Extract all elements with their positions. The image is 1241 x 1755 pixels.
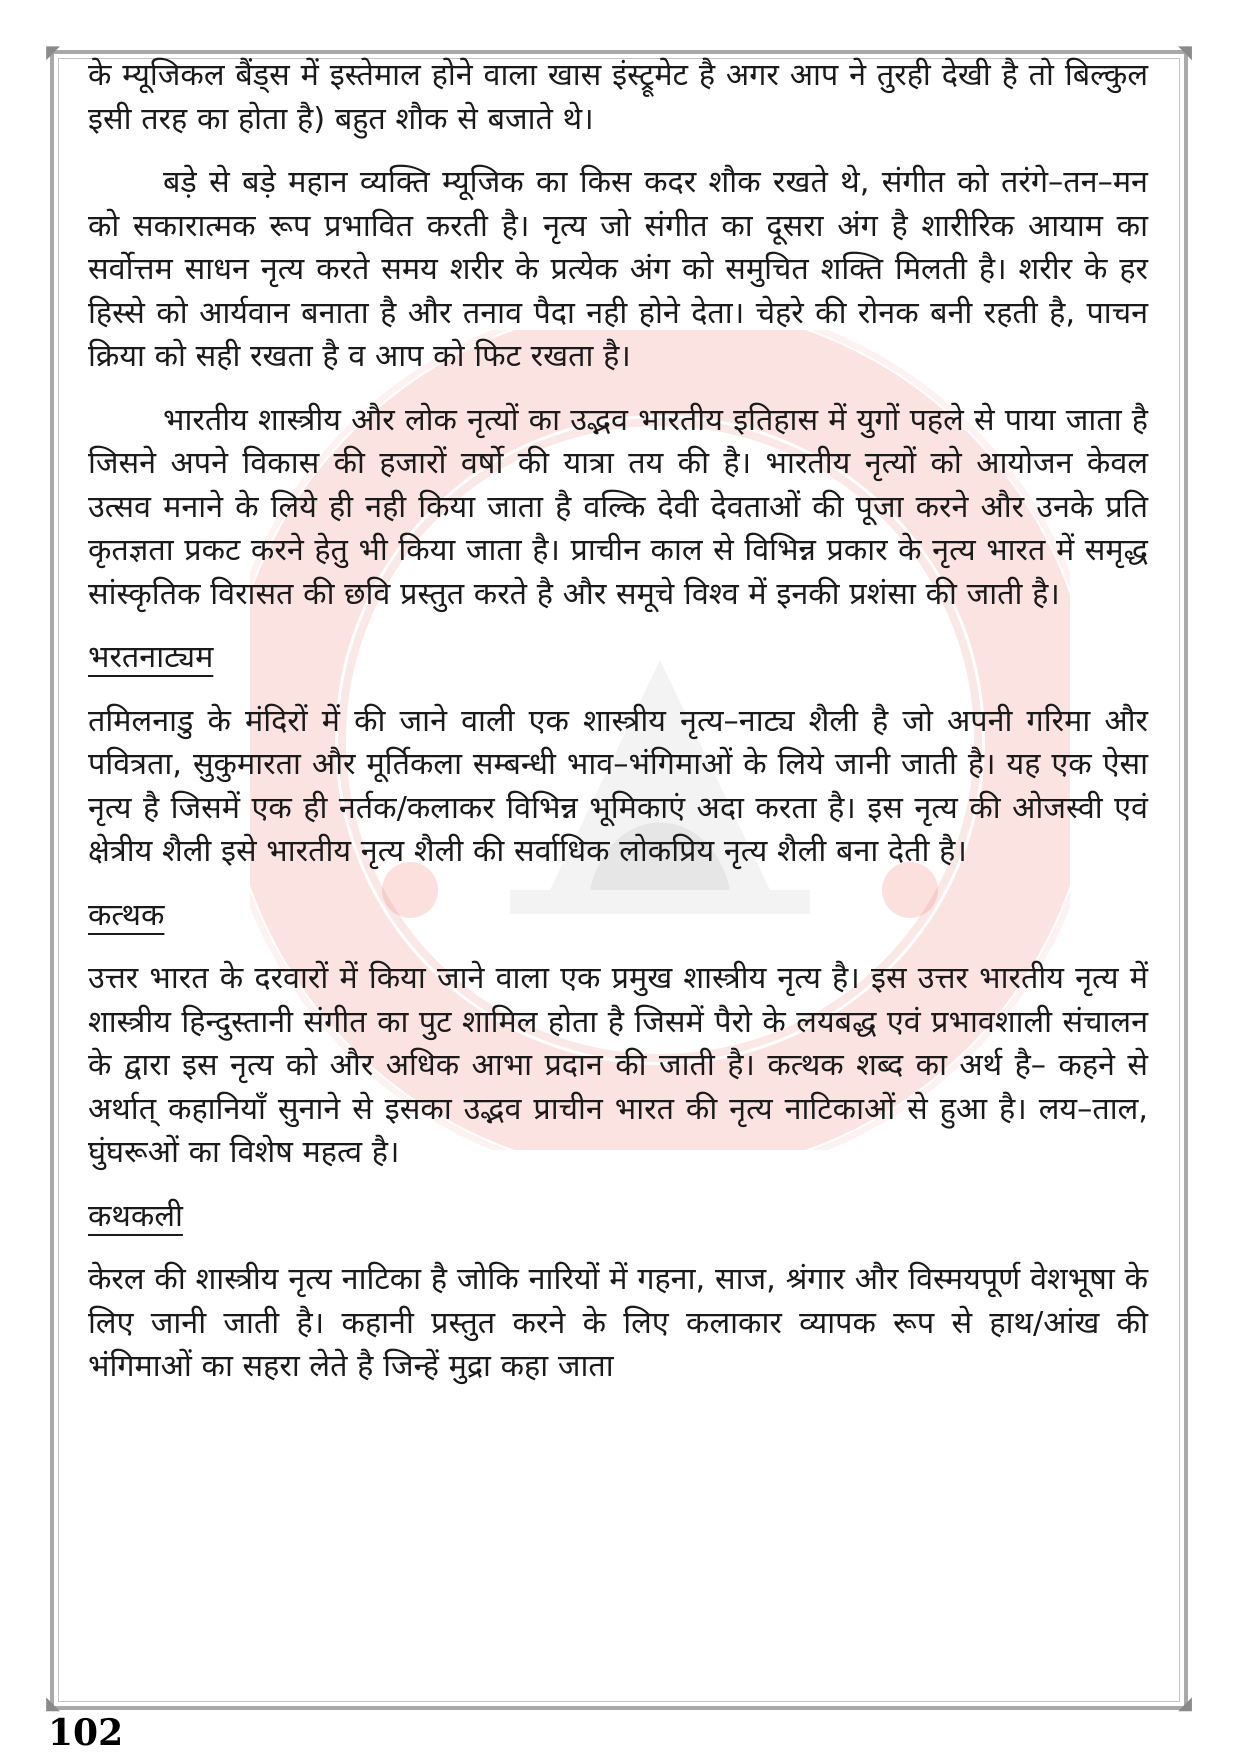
section-heading: कथकली [88,1198,183,1234]
paragraph-indian-dances: भारतीय शास्त्रीय और लोक नृत्यों का उद्भव भारतीय इतिहास में युगों पहले से पाया जाता है जिसने अपने विकास की हजारों वर्षो की यात्रा तय की है। भारतीय नृत्यों को आयोजन केवल उत्सव मनाने के लिये ही नही किया जाता है वल्कि देवी देवताओं की पूजा करने और उनके प्रति कृतज्ञता प्रकट करने हेतु भी किया जाता है। प्राचीन काल से विभिन्न प्रकार के नृत्य भारत में समृद्ध सांस्कृतिक विरासत की छवि प्रस्तुत करते है और समूचे विश्व में इनकी प्रशंसा की जाती है। [88,402,1148,612]
corner-ornament-bottom-right: ◢ [1178,1693,1192,1714]
paragraph-continued: के म्यूजिकल बैंड्स में इस्तेमाल होने वाला खास इंस्ट्रूमेट है अगर आप ने तुरही देखी है तो बिल्कुल इसी तरह का होता है) बहुत शौक से बजाते थे। [88,58,1148,137]
section-heading: भरतनाट्यम [88,640,214,675]
corner-ornament-top-right: ◥ [1178,42,1192,63]
section-body: केरल की शास्त्रीय नृत्य नाटिका है जोकि नारियों में गहना, साज, श्रंगार और विस्मयपूर्ण वेशभूषा के लिए जानी जाती है। कहानी प्रस्तुत करने के लिए कलाकार व्यापक रूप से हाथ/आंख की भंगिमाओं का सहरा लेते है जिन्हें मुद्रा कहा जाता [88,1262,1148,1384]
section-bharatanatyam [88,616,1148,874]
corner-ornament-top-left: ◤ [46,42,60,63]
section-kathakali [88,1175,1148,1389]
page-number: 102 [48,1712,124,1754]
page-content [88,54,1148,1389]
section-kathak [88,874,1148,1175]
corner-ornament-bottom-left: ◣ [46,1693,60,1714]
section-body: उत्तर भारत के दरवारों में किया जाने वाला एक प्रमुख शास्त्रीय नृत्य है। इस उत्तर भारतीय नृत्य में शास्त्रीय हिन्दुस्तानी संगीत का पुट शामिल होता है जिसमें पैरो के लयबद्ध एवं प्रभावशाली संचालन के द्वारा इस नृत्य को और अधिक आभा प्रदान की जाती है। कत्थक शब्द का अर्थ है– कहने से अर्थात् कहानियाँ सुनाने से इसका उद्भव प्राचीन भारत की नृत्य नाटिकाओं से हुआ है। लय–ताल, घुंघरूओं का विशेष महत्व है। [88,961,1148,1170]
section-body: तमिलनाडु के मंदिरों में की जाने वाली एक शास्त्रीय नृत्य–नाट्य शैली है जो अपनी गरिमा और पवित्रता, सुकुमारता और मूर्तिकला सम्बन्धी भाव–भंगिमाओं के लिये जानी जाती है। यह एक ऐसा नृत्य है जिसमें एक ही नर्तक/कलाकर विभिन्न भूमिकाएं अदा करता है। इस नृत्य की ओजस्वी एवं क्षेत्रीय शैली इसे भारतीय नृत्य शैली की सर्वाधिक लोकप्रिय नृत्य शैली बना देती है। [88,703,1148,869]
paragraph-music-benefits: बड़े से बड़े महान व्यक्ति म्यूजिक का किस कदर शौक रखते थे, संगीत को तरंगे–तन–मन को सकारात्मक रूप प्रभावित करती है। नृत्य जो संगीत का दूसरा अंग है शारीरिक आयाम का सर्वोत्तम साधन नृत्य करते समय शरीर के प्रत्येक अंग को समुचित शक्ति मिलती है। शरीर के हर हिस्से को आर्यवान बनाता है और तनाव पैदा नही होने देता। चेहरे की रोनक बनी रहती है, पाचन क्रिया को सही रखता है व आप को फिट रखता है। [88,165,1148,374]
section-heading: कत्थक [88,897,165,933]
